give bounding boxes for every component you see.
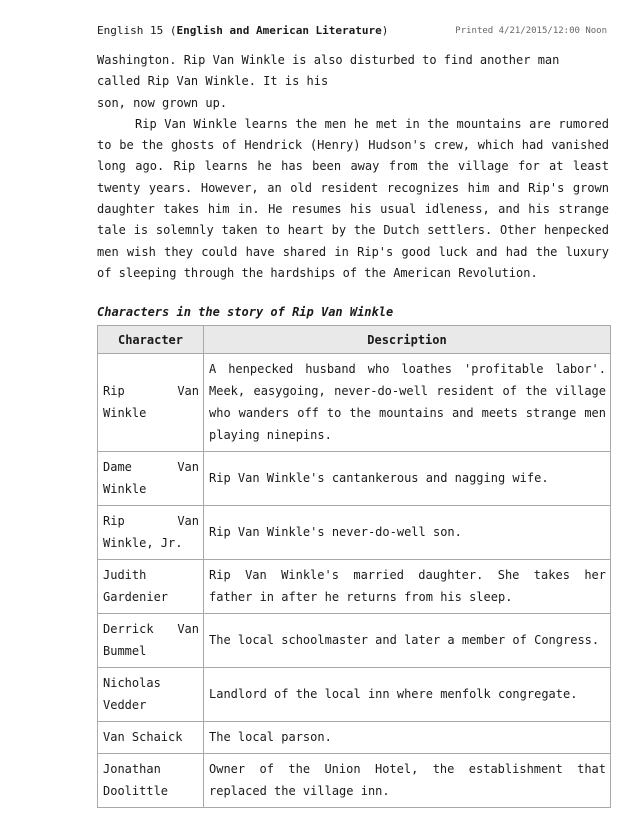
characters-table — [97, 325, 611, 808]
description-cell: Owner of the Union Hotel, the establishment that replaced the village inn. — [204, 754, 611, 808]
print-stamp: Printed 4/21/2015/12:00 Noon — [455, 26, 607, 36]
table-row — [98, 506, 611, 560]
table-row — [98, 722, 611, 754]
table-row — [98, 754, 611, 808]
description-cell: A henpecked husband who loathes 'profitable labor'. Meek, easygoing, never-do-well resident of the village who wanders off to the mountains and meets strange men playing ninepins. — [204, 354, 611, 452]
character-cell: Derrick Van Bummel — [98, 614, 204, 668]
table-header-row — [98, 326, 611, 354]
description-cell: Rip Van Winkle's cantankerous and nagging wife. — [204, 452, 611, 506]
table-row — [98, 560, 611, 614]
character-cell: Dame Van Winkle — [98, 452, 204, 506]
course-title: English and American Literature — [176, 24, 382, 37]
description-cell: The local schoolmaster and later a member of Congress. — [204, 614, 611, 668]
character-cell: Rip Van Winkle, Jr. — [98, 506, 204, 560]
course-code: English 15 — [97, 24, 164, 37]
description-cell: Rip Van Winkle's never-do-well son. — [204, 506, 611, 560]
paragraph-line: son, now grown up. — [97, 95, 228, 110]
character-cell: Jonathan Doolittle — [98, 754, 204, 808]
body-text — [97, 50, 609, 284]
character-cell: Judith Gardenier — [98, 560, 204, 614]
character-cell: Rip Van Winkle — [98, 354, 204, 452]
column-header-character: Character — [98, 326, 204, 354]
paragraph-line: Washington. Rip Van Winkle is also disturbed to find another man — [97, 53, 560, 67]
table-row — [98, 354, 611, 452]
section-heading: Characters in the story of Rip Van Winkle — [97, 305, 394, 319]
character-cell: Nicholas Vedder — [98, 668, 204, 722]
paragraph-line: called Rip Van Winkle. It is his — [97, 74, 329, 89]
header-course: English 15 (English and American Literature) — [97, 24, 389, 37]
table-row — [98, 668, 611, 722]
table-row — [98, 452, 611, 506]
description-cell: The local parson. — [204, 722, 611, 754]
description-cell: Rip Van Winkle's married daughter. She takes her father in after he returns from his sleep. — [204, 560, 611, 614]
column-header-description: Description — [204, 326, 611, 354]
character-cell: Van Schaick — [98, 722, 204, 754]
paragraph: Rip Van Winkle learns the men he met in the mountains are rumored to be the ghosts of Hendrick (Henry) Hudson's crew, which had vanished long ago. Rip learns he has been away from the village for at least twenty years. However, an old resident recognizes him and Rip's grown daughter takes him in. He resumes his usual idleness, and his strange tale is solemnly taken to heart by the Dutch settlers. Other henpecked men wish they could have shared in Rip's good luck and had the luxury of sleeping through the hardships of the American Revolution. — [97, 116, 609, 280]
description-cell: Landlord of the local inn where menfolk congregate. — [204, 668, 611, 722]
table-row — [98, 614, 611, 668]
